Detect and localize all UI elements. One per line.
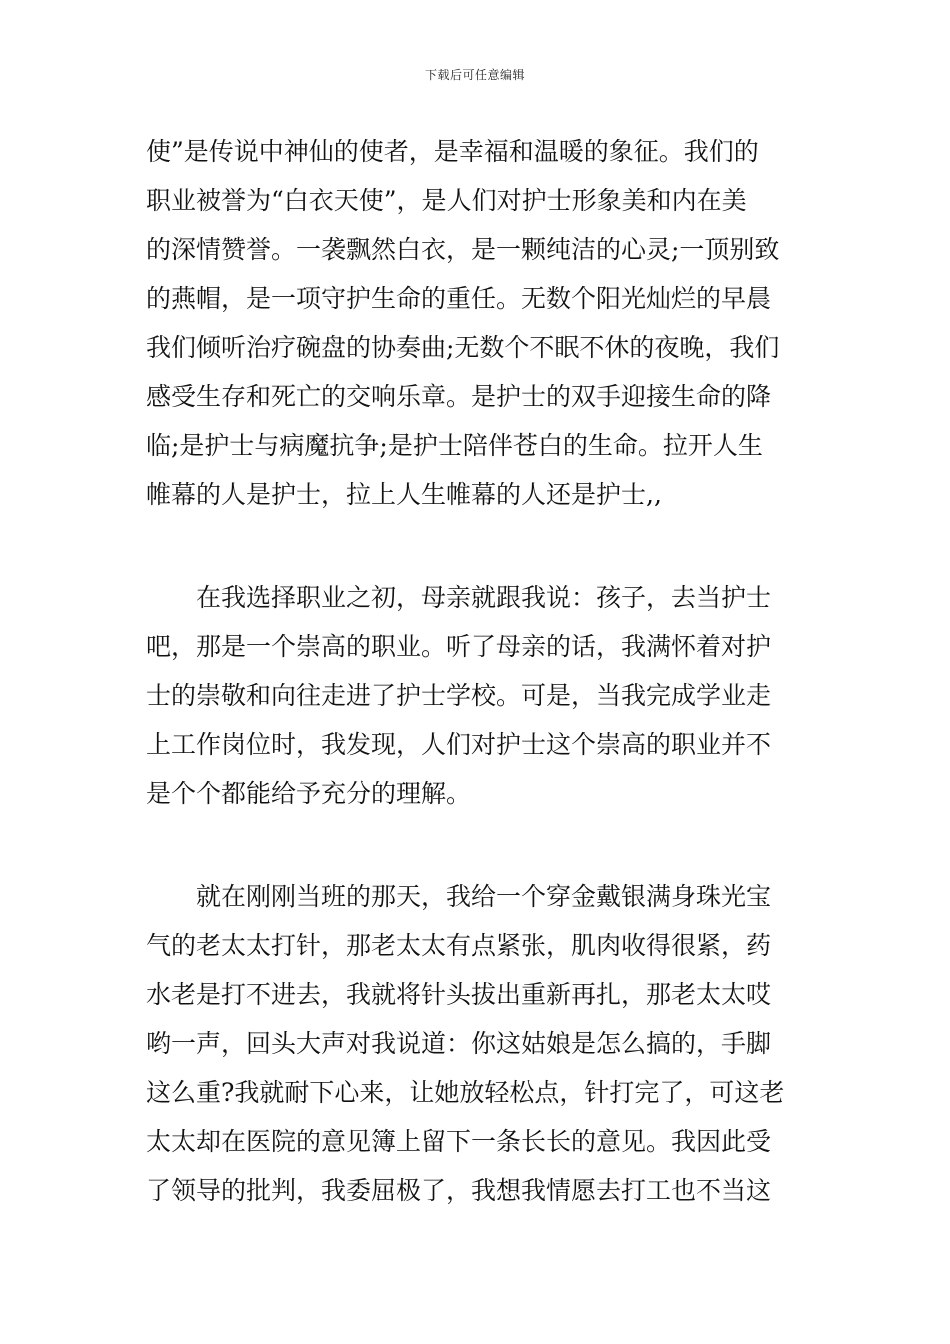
text-line: 感受生存和死亡的交响乐章。是护士的双手迎接生命的降	[146, 382, 772, 411]
text-line: 士的崇敬和向往走进了护士学校。可是，当我完成学业走	[146, 681, 772, 710]
page-header: 下载后可任意编辑	[424, 68, 525, 82]
text-line: 吧，那是一个崇高的职业。听了母亲的话，我满怀着对护	[146, 632, 772, 661]
text-line: 使”是传说中神仙的使者，是幸福和温暖的象征。我们的	[146, 137, 759, 166]
text-line: 的燕帽，是一项守护生命的重任。无数个阳光灿烂的早晨	[146, 284, 772, 313]
text-line: 在我选择职业之初，母亲就跟我说：孩子，去当护士	[146, 583, 772, 612]
text-line: 帷幕的人是护士，拉上人生帷幕的人还是护士,,	[146, 480, 662, 509]
text-line: 太太却在医院的意见簿上留下一条长长的意见。我因此受	[146, 1127, 772, 1156]
text-line: 职业被誉为“白衣天使”，是人们对护士形象美和内在美	[146, 186, 747, 215]
paragraph-3	[146, 872, 784, 1215]
paragraph-2	[146, 573, 771, 818]
text-line: 就在刚刚当班的那天，我给一个穿金戴银满身珠光宝	[146, 882, 772, 911]
text-line: 临;是护士与病魔抗争;是护士陪伴苍白的生命。拉开人生	[146, 431, 763, 460]
text-line: 水老是打不进去，我就将针头拔出重新再扎，那老太太哎	[146, 980, 772, 1009]
text-line: 是个个都能给予充分的理解。	[146, 779, 472, 808]
text-line: 的深情赞誉。一袭飘然白衣，是一颗纯洁的心灵;一顶别致	[146, 235, 780, 264]
paragraph-1	[146, 127, 779, 519]
text-line: 我们倾听治疗碗盘的协奏曲;无数个不眠不休的夜晚，我们	[146, 333, 780, 362]
text-line: 这么重?我就耐下心来，让她放轻松点，针打完了，可这老	[146, 1078, 785, 1107]
text-line: 气的老太太打针，那老太太有点紧张，肌肉收得很紧，药	[146, 931, 772, 960]
text-line: 了领导的批判，我委屈极了，我想我情愿去打工也不当这	[146, 1176, 772, 1205]
text-line: 上工作岗位时，我发现，人们对护士这个崇高的职业并不	[146, 730, 772, 759]
text-line: 哟一声，回头大声对我说道：你这姑娘是怎么搞的，手脚	[146, 1029, 772, 1058]
